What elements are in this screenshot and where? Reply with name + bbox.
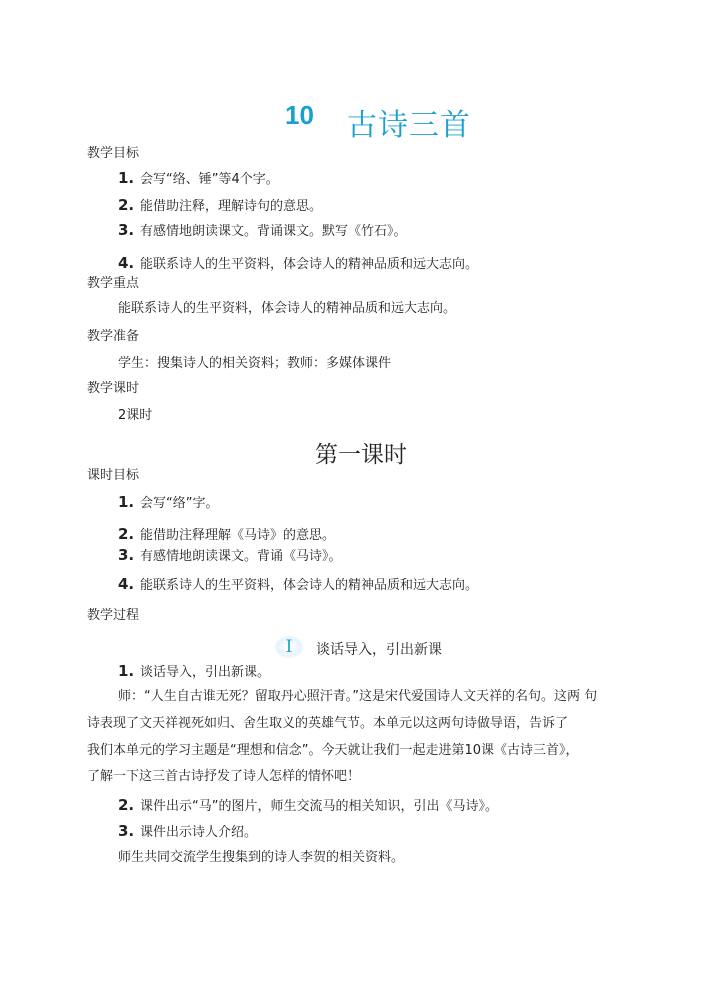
keypoints-text: 能联系诗人的生平资料，体会诗人的精神品质和远大志向。 xyxy=(118,301,457,316)
hours-text: 2课时 xyxy=(118,408,153,423)
page-title: 古诗三首 xyxy=(347,108,471,143)
lesson-goals-heading: 课时目标 xyxy=(87,468,140,483)
paragraph-line: 了解一下这三首古诗抒发了诗人怎样的情怀吧！ xyxy=(87,769,361,784)
paragraph-line: 我们本单元的学习主题是“理想和信念”。今天就让我们一起走进第10课《古诗三首》， xyxy=(87,743,579,758)
process-heading: 教学过程 xyxy=(87,608,140,623)
section-title: 谈话导入，引出新课 xyxy=(316,642,442,658)
objectives-heading: 教学目标 xyxy=(87,146,140,161)
closing-text: 师生共同交流学生搜集到的诗人李贺的相关资料。 xyxy=(118,850,405,865)
page-title-number: 10 xyxy=(285,100,314,130)
preparation-heading: 教学准备 xyxy=(87,329,140,344)
section-badge: I xyxy=(275,636,303,658)
preparation-text: 学生：搜集诗人的相关资料；教师：多媒体课件 xyxy=(118,356,392,371)
keypoints-heading: 教学重点 xyxy=(87,276,140,291)
hours-heading: 教学课时 xyxy=(87,381,140,396)
paragraph-line: 诗表现了文天祥视死如归、舍生取义的英雄气节。本单元以这两句诗做导语，告诉了 xyxy=(87,716,569,731)
paragraph-line: 师：“人生自古谁无死？留取丹心照汗青。”这是宋代爱国诗人文天祥的名句。这两 句 xyxy=(118,689,598,704)
lesson-title: 第一课时 xyxy=(315,442,407,468)
